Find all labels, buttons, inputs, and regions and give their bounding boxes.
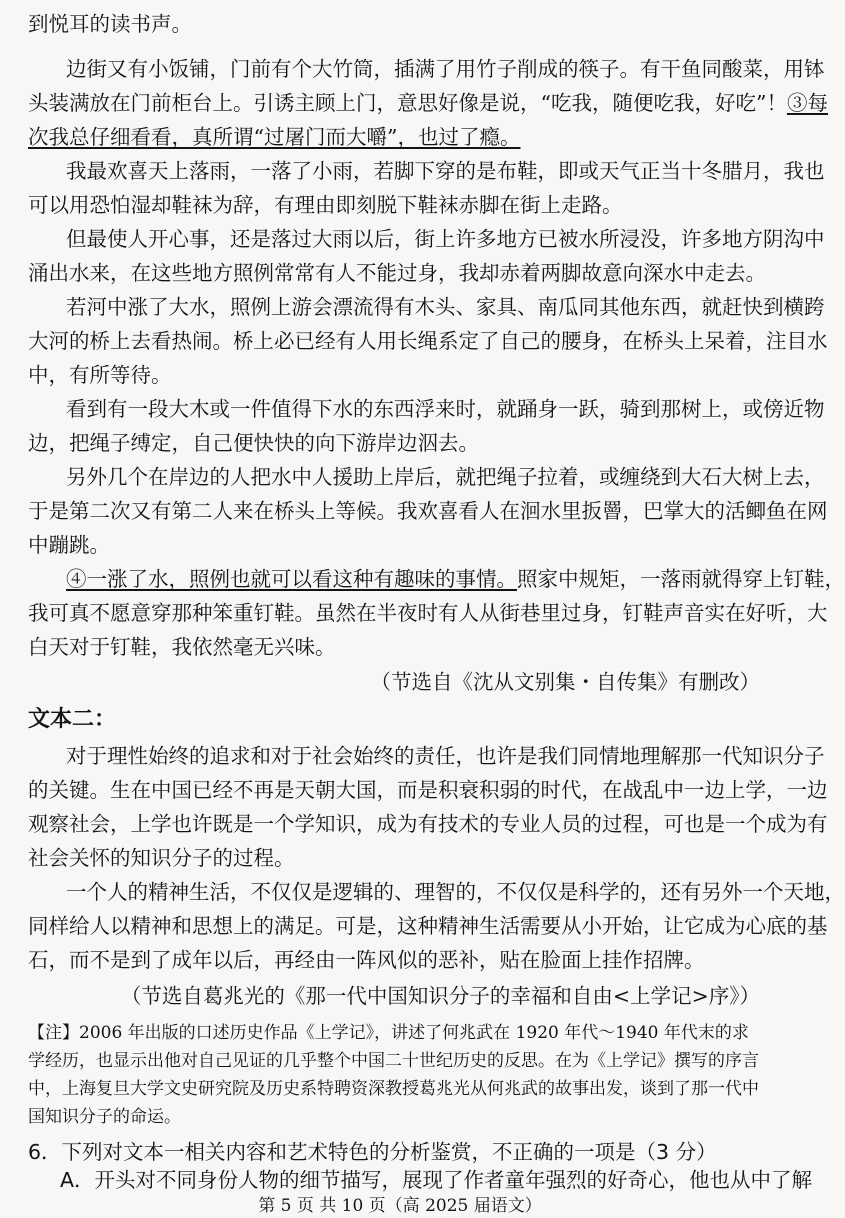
note-line-3: 中，上海复旦大学文史研究院及历史系特聘资深教授葛兆光从何兆武的故事出发，谈到了那一代中: [28, 1079, 759, 1099]
text1-line-1: 到悦耳的读书声。: [28, 12, 192, 36]
text1-line-3-text: 头装满放在门前柜台上。引诱主顾上门，意思好像是说，“吃我，随便吃我，好吃”！: [28, 91, 787, 115]
text2-line-7: 石，而不是到了成年以后，再经由一阵风似的恶补，贴在脸面上挂作招牌。: [28, 948, 705, 972]
underlined-sentence-4: ④一涨了水，照例也就可以看这种有趣味的事情。: [66, 567, 517, 591]
text1-line-17: [66, 565, 845, 593]
text1-line-8: 涌出水来，在这些地方照例常常有人不能过身，我却赤着两脚故意向深水中走去。: [28, 261, 766, 285]
question-6-option-a: A．开头对不同身份人物的细节描写，展现了作者童年强烈的好奇心，他也从中了解: [60, 1168, 813, 1192]
text2-line-5: 一个人的精神生活，不仅仅是逻辑的、理智的，不仅仅是科学的，还有另外一个天地，: [66, 880, 845, 904]
text2-line-4: 社会关怀的知识分子的过程。: [28, 846, 295, 870]
text2-line-2: 的关键。生在中国已经不再是天朝大国，而是积衰积弱的时代，在战乱中一边上学，一边: [28, 778, 828, 802]
text1-line-11: 中，有所等待。: [28, 363, 172, 387]
text1-line-3: [28, 89, 828, 117]
text1-line-17-text: 照家中规矩，一落雨就得穿上钉鞋，: [517, 567, 845, 591]
page-footer: 第 5 页 共 10 页（高 2025 届语文）: [258, 1196, 542, 1216]
text1-line-2: 边街又有小饭铺，门前有个大竹筒，插满了用竹子削成的筷子。有干鱼同酸菜，用钵: [66, 57, 825, 81]
underlined-sentence-3-start: ③每: [786, 91, 828, 115]
underlined-sentence-3-end: 次我总仔细看看，真所谓“过屠门而大嚼”，也过了瘾。: [28, 125, 521, 149]
text1-line-12: 看到有一段大木或一件值得下水的东西浮来时，就踊身一跃，骑到那树上，或傍近物: [66, 397, 825, 421]
note-line-4: 国知识分子的命运。: [28, 1107, 181, 1127]
text2-line-3: 观察社会，上学也许既是一个学知识，成为有技术的专业人员的过程，可也是一个成为有: [28, 812, 828, 836]
text1-line-14: 另外几个在岸边的人把水中人援助上岸后，就把绳子拉着，或缠绕到大石大树上去，: [66, 465, 825, 489]
text2-source: （节选自葛兆光的《那一代中国知识分子的幸福和自由<上学记>序》）: [120, 984, 760, 1008]
text1-line-15: 于是第二次又有第二人来在桥头上等候。我欢喜看人在洄水里扳罾，巴掌大的活鲫鱼在网: [28, 499, 828, 523]
text2-heading: 文本二：: [28, 707, 117, 732]
question-6-stem: 6．下列对文本一相关内容和艺术特色的分析鉴赏，不正确的一项是（3 分）: [28, 1140, 717, 1164]
text1-line-5: 我最欢喜天上落雨，一落了小雨，若脚下穿的是布鞋，即或天气正当十冬腊月，我也: [66, 159, 825, 183]
text1-line-6: 可以用恐怕湿却鞋袜为辞，有理由即刻脱下鞋袜赤脚在街上走路。: [28, 193, 623, 217]
text2-line-6: 同样给人以精神和思想上的满足。可是，这种精神生活需要从小开始，让它成为心底的基: [28, 914, 828, 938]
text1-line-9: 若河中涨了大水，照例上游会漂流得有木头、家具、南瓜同其他东西，就赶快到横跨: [66, 295, 825, 319]
note-line-1: 【注】2006 年出版的口述历史作品《上学记》，讲述了何兆武在 1920 年代～1940 年代末的求: [28, 1023, 749, 1043]
text1-line-19: 白天对于钉鞋，我依然毫无兴味。: [28, 635, 336, 659]
text1-source: （节选自《沈从文别集・自传集》有删改）: [370, 670, 760, 694]
text1-line-16: 中蹦跳。: [28, 533, 110, 557]
text1-line-7: 但最使人开心事，还是落过大雨以后，街上许多地方已被水所浸没，许多地方阴沟中: [66, 227, 825, 251]
text2-line-1: 对于理性始终的追求和对于社会始终的责任，也许是我们同情地理解那一代知识分子: [66, 744, 825, 768]
text1-line-18: 我可真不愿意穿那种笨重钉鞋。虽然在半夜时有人从街巷里过身，钉鞋声音实在好听，大: [28, 601, 828, 625]
note-line-2: 学经历，也显示出他对自己见证的几乎整个中国二十世纪历史的反思。在为《上学记》撰写的序言: [28, 1051, 759, 1071]
text1-line-10: 大河的桥上去看热闹。桥上必已经有人用长绳系定了自己的腰身，在桥头上呆着，注目水: [28, 329, 828, 353]
text1-line-13: 边，把绳子缚定，自己便快快的向下游岸边泅去。: [28, 431, 479, 455]
